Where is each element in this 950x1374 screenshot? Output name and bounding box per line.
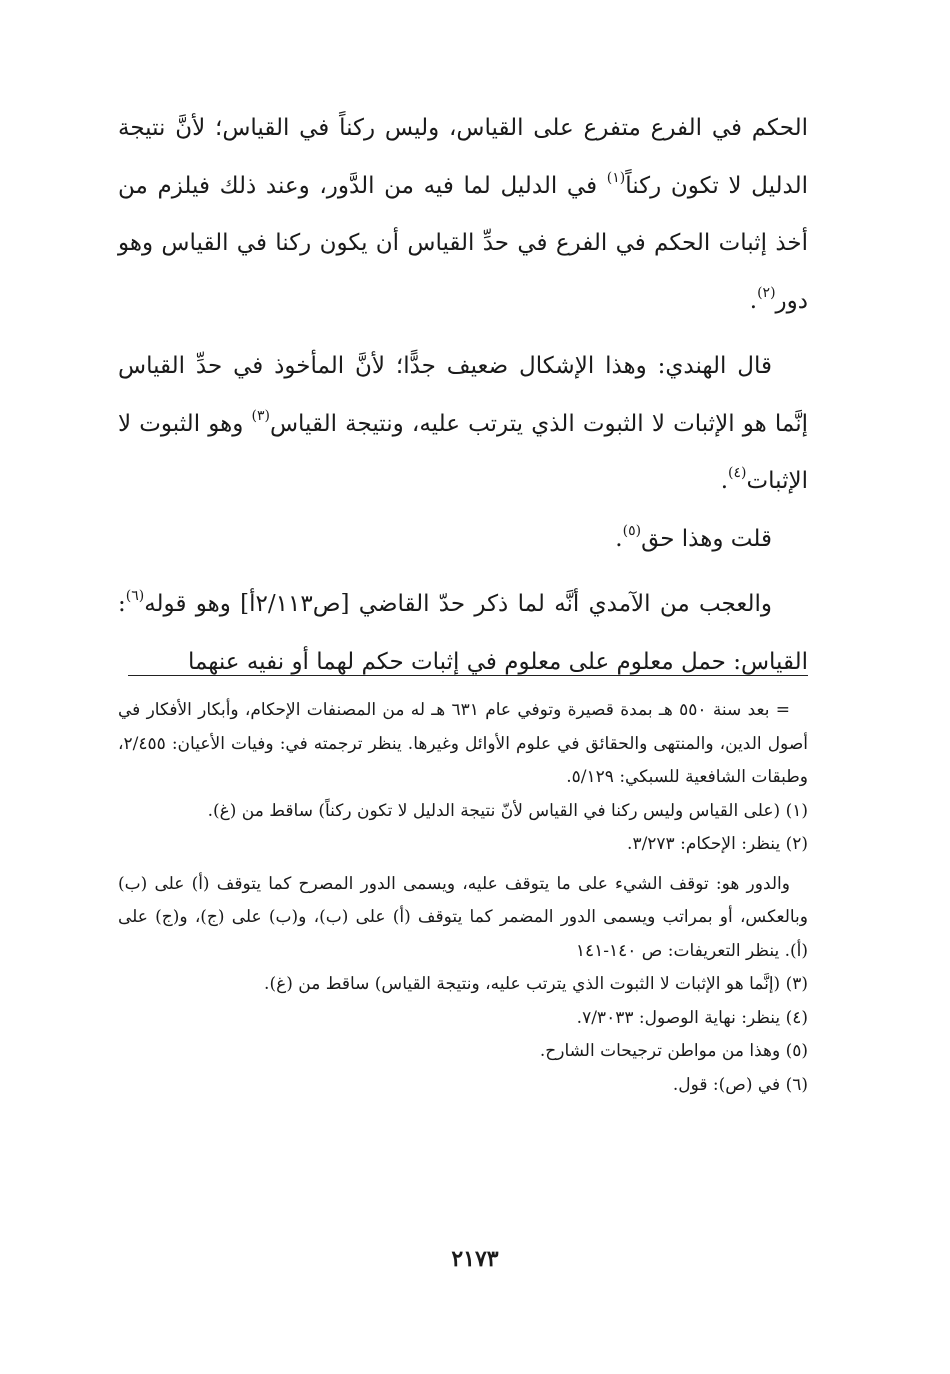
paragraph-3 [118, 511, 808, 569]
paragraph-2-text-a: قال الهندي: وهذا الإشكال ضعيف جدًّا؛ لأنَّ المأخوذ في حدِّ القياس إنَّما هو الإثبات لا الثبوت الذي يترتب عليه، ونتيجة القياس [118, 353, 808, 437]
paragraph-2 [118, 338, 808, 511]
footnote-ref-1: (١) [606, 169, 626, 186]
paragraph-4-text-b: : القياس: حمل معلوم على معلوم في إثبات حكم لهما أو نفيه عنهما [118, 591, 808, 675]
footnote-5: (٥) وهذا من مواطن ترجيحات الشارح. [539, 1041, 808, 1061]
paragraph-1-text-b: في الدليل لما فيه من الدَّور، وعند ذلك فيلزم من أخذ إثبات الحكم في الفرع في حدِّ القياس أن يكون ركنا في القياس وهو دور [118, 172, 808, 314]
main-text-block [118, 100, 808, 691]
footnote-ref-3: (٣) [251, 407, 270, 424]
paragraph-1 [118, 100, 808, 330]
footnote-3: (٣) (إنَّما هو الإثبات لا الثبوت الذي يترتب عليه، ونتيجة القياس) ساقط من (غ). [264, 974, 808, 994]
paragraph-2-text-end: . [720, 468, 729, 494]
footnote-ref-2: (٢) [757, 284, 776, 301]
footnote-continuation: = بعد سنة ٥٥٠ هـ بمدة قصيرة وتوفي عام ٦٣١ هـ له من المصنفات الإحكام، وأبكار الأفكار في أصول الدين، والمنتهى والحقائق في علوم الأوائل وغيرها. ينظر ترجمته في: وفيات الأعيان: ٢/٤٥٥، وطبقات الشافعية للسبكي: ٥/١٢٩. [118, 700, 808, 787]
footnote-ref-4: (٤) [728, 465, 747, 481]
paragraph-3-text-end: . [615, 525, 623, 552]
footnote-2: (٢) ينظر: الإحكام: ٣/٢٧٣. [627, 834, 808, 854]
footnote-4: (٤) ينظر: نهاية الوصول: ٧/٣٠٣٣. [576, 1007, 808, 1028]
footnote-ref-5: (٥) [622, 522, 642, 539]
paragraph-2-text-b: وهو الثبوت لا الإثبات [118, 410, 808, 494]
paragraph-1-text-a: الحكم في الفرع متفرع على القياس، وليس ركناً في القياس؛ لأنَّ نتيجة الدليل لا تكون ركناً [118, 115, 808, 199]
paragraph-3-text-a: قلت وهذا حق [641, 525, 772, 552]
footnotes-block [118, 694, 808, 1102]
page-number: ٢١٧٣ [451, 1246, 499, 1272]
footnote-2-extra: والدور هو: توقف الشيء على ما يتوقف عليه، ويسمى الدور المصرح كما يتوقف (أ) على (ب) وبالعكس، أو بمراتب ويسمى الدور المضمر كما يتوقف (أ) على (ب)، و(ب) على (ج)، و(ج) على (أ). ينظر التعريفات: ص ١٤٠-١٤١ [118, 873, 808, 961]
footnote-divider [128, 675, 808, 676]
footnote-6: (٦) في (ص): قول. [672, 1074, 808, 1095]
paragraph-1-text-end: . [749, 287, 758, 314]
paragraph-4-text-a: والعجب من الآمدي أنَّه لما ذكر حدّ القاضي [ص٢/١١٣أ] وهو قوله [144, 591, 772, 617]
footnote-ref-6: (٦) [125, 588, 145, 604]
footnote-1: (١) (على القياس وليس ركنا في القياس لأنّ نتيجة الدليل لا تكون ركناً) ساقط من (غ). [207, 800, 808, 821]
paragraph-4 [118, 576, 808, 691]
